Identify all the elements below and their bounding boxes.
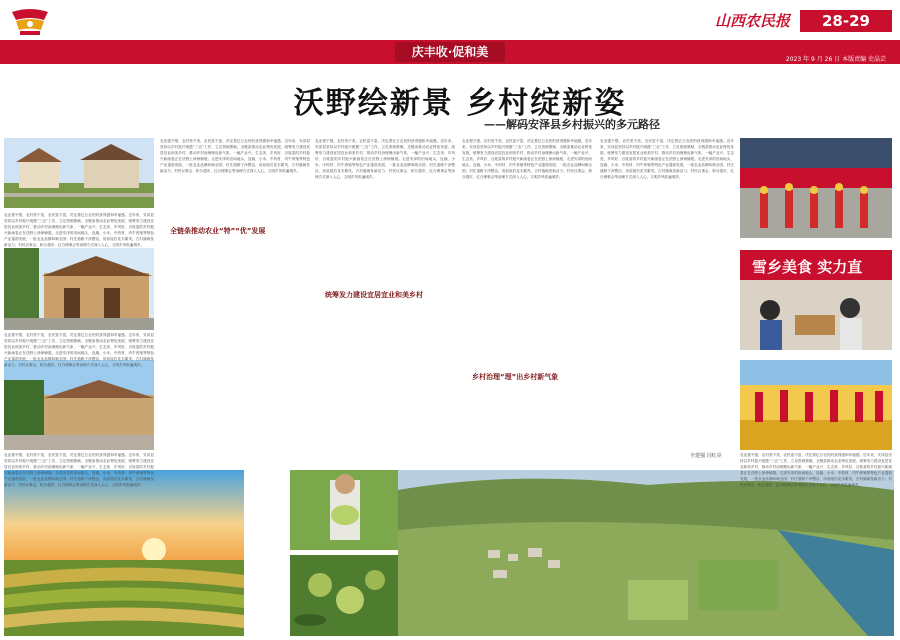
headline: 沃野绘新景 乡村绽新姿 (293, 86, 627, 121)
village-houses-photo (4, 138, 154, 208)
subhead-agriculture: 全链条推动农业“特”“优”发展 (170, 227, 266, 235)
cultural-performance-photo (740, 138, 892, 238)
farmer-holding-melon-photo (290, 470, 398, 550)
market-banner-text: 雪乡美食 实力直 (752, 258, 863, 276)
subheadline: ——解码安泽县乡村振兴的多元路径 (484, 118, 660, 131)
valley-village-aerial-photo (398, 470, 894, 636)
harvest-dancers-photo (740, 360, 892, 450)
subhead-rural-governance: 乡村治理“理”出乡村新气象 (472, 373, 559, 381)
subhead-livable-villages: 统筹发力建设宜居宜业和美乡村 (325, 291, 423, 299)
page-numbers: 28-29 (800, 10, 892, 32)
newspaper-name: 山西农民报 (714, 12, 790, 30)
article-body-col-3: 农业强不强，农村美不美，农民富不富，决定着亿万农民的获得感和幸福感。近年来，安泽县坚持以乡村振兴统揽“三农”工作，立足资源禀赋，全链条推动农业特优发展，统筹发力建设宜居宜业和美乡村，推动乡村治理理出新气象，一幅产业兴、生态美、乡风好、百姓富的乡村振兴新画卷正在沃野上徐徐铺展。走进安泽的田间地头，连翘、小米、中药材、肉牛养殖等特色产业蓬勃发展，一批农业品牌叫响全国；村庄道路干净整洁，房前屋后花木繁茂，古村落焕发新活力；村民议事会、积分超市、红白理事会等治理方式深入人心，文明乡风吹遍城乡。 (462, 139, 592, 179)
harvest-festival-logo (8, 8, 52, 38)
article-body-col-1: 农业强不强，农村美不美，农民富不富，决定着亿万农民的获得感和幸福感。近年来，安泽县坚持以乡村振兴统揽“三农”工作，立足资源禀赋，全链条推动农业特优发展，统筹发力建设宜居宜业和美乡村，推动乡村治理理出新气象，一幅产业兴、生态美、乡风好、百姓富的乡村振兴新画卷正在沃野上徐徐铺展。走进安泽的田间地头，连翘、小米、中药材、肉牛养殖等特色产业蓬勃发展，一批农业品牌叫响全国；村庄道路干净整洁，房前屋后花木繁茂，古村落焕发新活力；村民议事会、积分超市、红白理事会等治理方式深入人心，文明乡风吹遍城乡。 (160, 139, 310, 173)
market-fair-photo (740, 250, 892, 350)
article-body-col-0: 农业强不强，农村美不美，农民富不富，决定着亿万农民的获得感和幸福感。近年来，安泽县坚持以乡村振兴统揽“三农”工作，立足资源禀赋，全链条推动农业特优发展，统筹发力建设宜居宜业和美乡村，推动乡村治理理出新气象，一幅产业兴、生态美、乡风好、百姓富的乡村振兴新画卷正在沃野上徐徐铺展。走进安泽的田间地头，连翘、小米、中药材、肉牛养殖等特色产业蓬勃发展，一批农业品牌叫响全国；村庄道路干净整洁，房前屋后花木繁茂，古村落焕发新活力；村民议事会、积分超市、红白理事会等治理方式深入人心，文明乡风吹遍城乡。 (4, 213, 154, 247)
article-body-col-4: 农业强不强，农村美不美，农民富不富，决定着亿万农民的获得感和幸福感。近年来，安泽县坚持以乡村振兴统揽“三农”工作，立足资源禀赋，全链条推动农业特优发展，统筹发力建设宜居宜业和美乡村，推动乡村治理理出新气象，一幅产业兴、生态美、乡风好、百姓富的乡村振兴新画卷正在沃野上徐徐铺展。走进安泽的田间地头，连翘、小米、中药材、肉牛养殖等特色产业蓬勃发展，一批农业品牌叫响全国；村庄道路干净整洁，房前屋后花木繁茂，古村落焕发新活力；村民议事会、积分超市、红白理事会等治理方式深入人心，文明乡风吹遍城乡。 (600, 139, 734, 179)
hillside-village-photo (4, 360, 154, 450)
terraced-fields-sunset-photo (4, 470, 244, 636)
byline: 全建强 闫红亮 (690, 453, 722, 459)
section-title: 庆丰收·促和美 (395, 42, 505, 62)
farm-courtyard-photo (4, 248, 154, 330)
article-body-col-right: 农业强不强，农村美不美，农民富不富，决定着亿万农民的获得感和幸福感。近年来，安泽县坚持以乡村振兴统揽“三农”工作，立足资源禀赋，全链条推动农业特优发展，统筹发力建设宜居宜业和美乡村，推动乡村治理理出新气象，一幅产业兴、生态美、乡风好、百姓富的乡村振兴新画卷正在沃野上徐徐铺展。走进安泽的田间地头，连翘、小米、中药材、肉牛养殖等特色产业蓬勃发展，一批农业品牌叫响全国；村庄道路干净整洁，房前屋后花木繁茂，古村落焕发新活力；村民议事会、积分超市、红白理事会等治理方式深入人心，文明乡风吹遍城乡。 (740, 453, 892, 487)
article-body-col-left-3: 农业强不强，农村美不美，农民富不富，决定着亿万农民的获得感和幸福感。近年来，安泽县坚持以乡村振兴统揽“三农”工作，立足资源禀赋，全链条推动农业特优发展，统筹发力建设宜居宜业和美乡村，推动乡村治理理出新气象，一幅产业兴、生态美、乡风好、百姓富的乡村振兴新画卷正在沃野上徐徐铺展。走进安泽的田间地头，连翘、小米、中药材、肉牛养殖等特色产业蓬勃发展，一批农业品牌叫响全国；村庄道路干净整洁，房前屋后花木繁茂，古村落焕发新活力；村民议事会、积分超市、红白理事会等治理方式深入人心，文明乡风吹遍城乡。 (4, 453, 154, 487)
fruit-branch-photo (290, 555, 398, 636)
article-body-col-2: 农业强不强，农村美不美，农民富不富，决定着亿万农民的获得感和幸福感。近年来，安泽县坚持以乡村振兴统揽“三农”工作，立足资源禀赋，全链条推动农业特优发展，统筹发力建设宜居宜业和美乡村，推动乡村治理理出新气象，一幅产业兴、生态美、乡风好、百姓富的乡村振兴新画卷正在沃野上徐徐铺展。走进安泽的田间地头，连翘、小米、中药材、肉牛养殖等特色产业蓬勃发展，一批农业品牌叫响全国；村庄道路干净整洁，房前屋后花木繁茂，古村落焕发新活力；村民议事会、积分超市、红白理事会等治理方式深入人心，文明乡风吹遍城乡。 (315, 139, 455, 179)
date-line: 2023 年 9 月 26 日 本版责编 史晶芸 (785, 56, 886, 63)
article-body-col-left-2: 农业强不强，农村美不美，农民富不富，决定着亿万农民的获得感和幸福感。近年来，安泽县坚持以乡村振兴统揽“三农”工作，立足资源禀赋，全链条推动农业特优发展，统筹发力建设宜居宜业和美乡村，推动乡村治理理出新气象，一幅产业兴、生态美、乡风好、百姓富的乡村振兴新画卷正在沃野上徐徐铺展。走进安泽的田间地头，连翘、小米、中药材、肉牛养殖等特色产业蓬勃发展，一批农业品牌叫响全国；村庄道路干净整洁，房前屋后花木繁茂，古村落焕发新活力；村民议事会、积分超市、红白理事会等治理方式深入人心，文明乡风吹遍城乡。 (4, 333, 154, 367)
